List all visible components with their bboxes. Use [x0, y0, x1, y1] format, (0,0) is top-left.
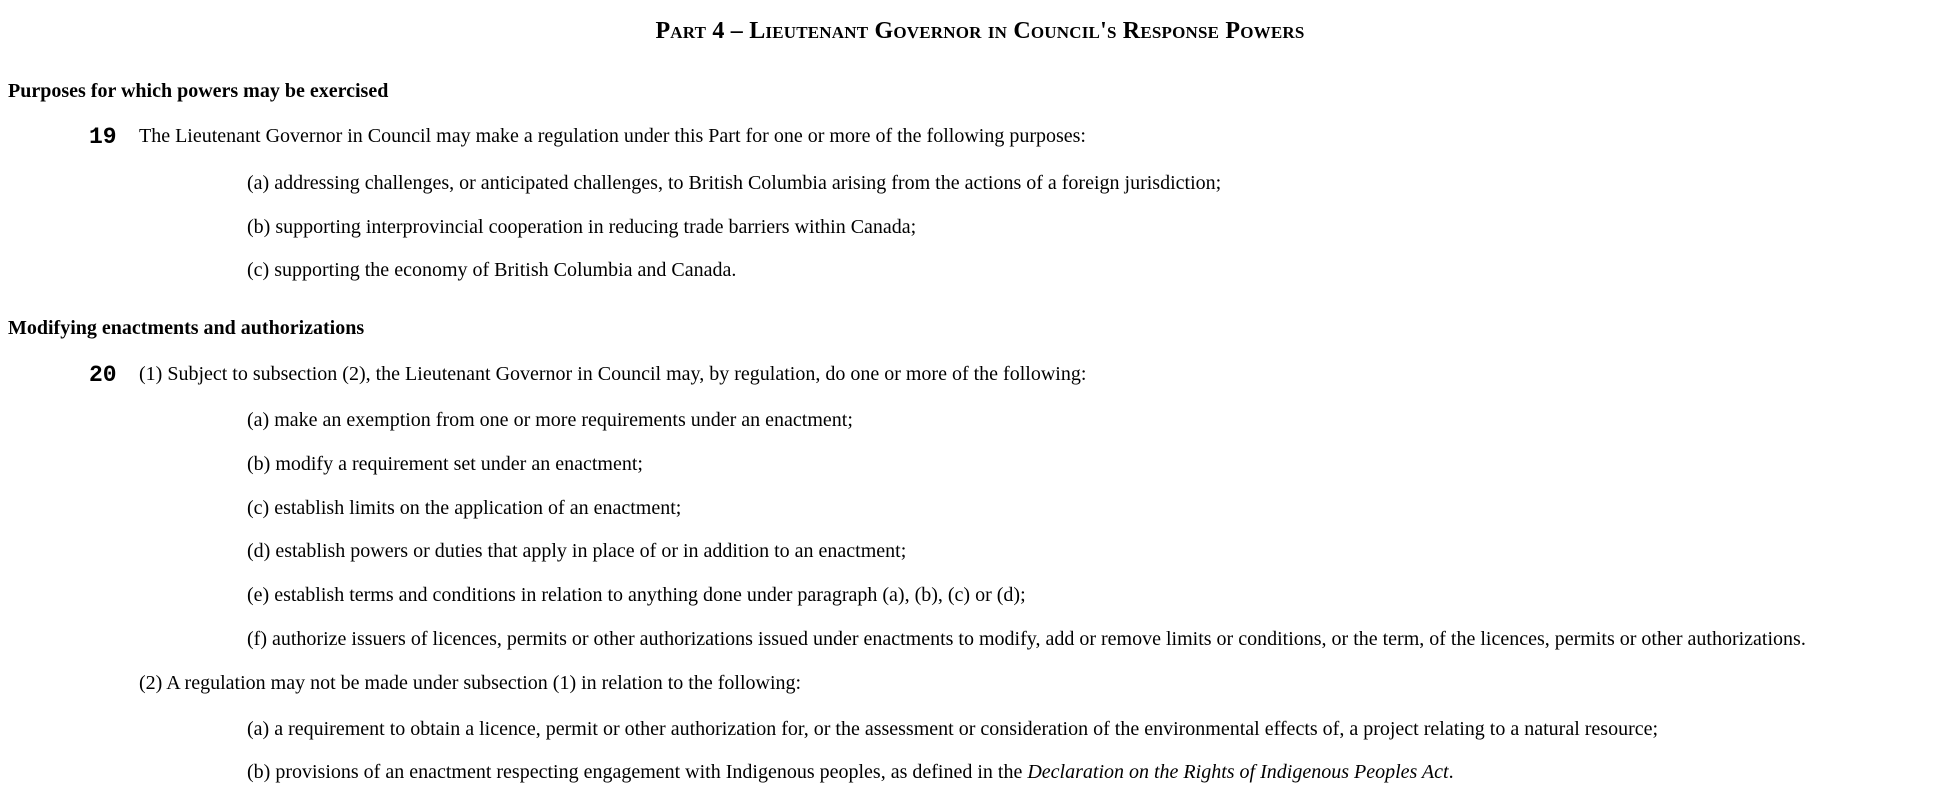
section-number: 20	[89, 362, 117, 388]
part-title: Part 4 – Lieutenant Governor in Council's Response Powers	[655, 18, 1305, 44]
subsection-text: (2) A regulation may not be made under subsection (1) in relation to the following:	[139, 672, 802, 694]
paragraph: (a) addressing challenges, or anticipated challenges, to British Columbia arising from the actions of a foreign jurisdiction;	[247, 172, 1222, 194]
paragraph: (b) supporting interprovincial cooperation in reducing trade barriers within Canada;	[247, 216, 917, 238]
section-number: 19	[89, 124, 117, 150]
paragraph: (e) establish terms and conditions in relation to anything done under paragraph (a), (b), (c) or (d);	[247, 584, 1026, 606]
paragraph: (a) a requirement to obtain a licence, permit or other authorization for, or the assessment or consideration of the environmental effects of, a project relating to a natural resource;	[247, 718, 1659, 740]
paragraph-end: .	[1448, 761, 1454, 783]
section-text: The Lieutenant Governor in Council may make a regulation under this Part for one or more of the following purposes:	[139, 125, 1086, 147]
paragraph	[247, 761, 1454, 784]
paragraph: (b) modify a requirement set under an enactment;	[247, 453, 643, 475]
paragraph: (c) establish limits on the application of an enactment;	[247, 497, 682, 519]
act-title: Declaration on the Rights of Indigenous Peoples Act	[1027, 761, 1449, 783]
section-text: (1) Subject to subsection (2), the Lieutenant Governor in Council may, by regulation, do one or more of the following:	[139, 363, 1087, 385]
paragraph: (a) make an exemption from one or more requirements under an enactment;	[247, 409, 853, 431]
section-heading: Purposes for which powers may be exercised	[8, 80, 389, 102]
paragraph: (d) establish powers or duties that apply in place of or in addition to an enactment;	[247, 540, 907, 562]
paragraph-text: (b) provisions of an enactment respecting engagement with Indigenous peoples, as defined in the	[247, 761, 1028, 783]
paragraph: (c) supporting the economy of British Columbia and Canada.	[247, 259, 737, 281]
section-heading: Modifying enactments and authorizations	[8, 317, 365, 339]
paragraph: (f) authorize issuers of licences, permits or other authorizations issued under enactments to modify, add or remove limits or conditions, or the term, of the licences, permits or other authorizations.	[247, 628, 1806, 650]
